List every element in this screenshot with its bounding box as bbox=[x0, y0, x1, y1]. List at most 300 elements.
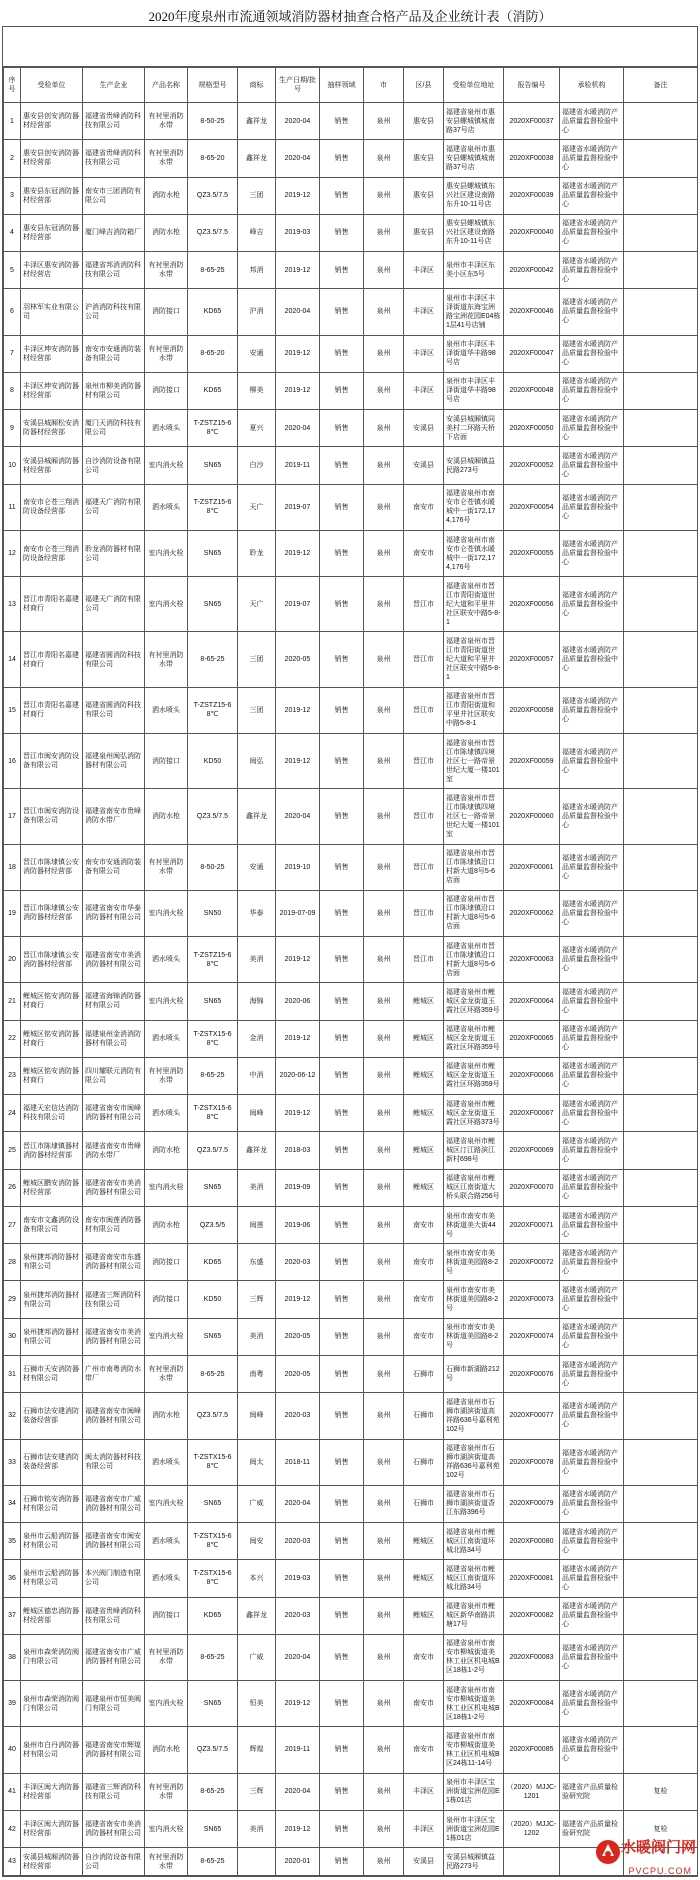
cell-remark bbox=[624, 844, 698, 890]
cell-date: 2019-11 bbox=[276, 1727, 320, 1773]
cell-inspected-unit: 晋江市陈埭镇器材消防器材经营部 bbox=[21, 1132, 83, 1169]
cell-city: 泉州 bbox=[364, 937, 404, 983]
cell-inspected-unit: 泉州捷邦消防器材有限公司 bbox=[21, 1318, 83, 1355]
cell-remark bbox=[624, 1560, 698, 1597]
cell-index: 36 bbox=[4, 1560, 21, 1597]
cell-remark bbox=[624, 530, 698, 576]
cell-product: 室内消火栓 bbox=[145, 983, 188, 1020]
cell-remark bbox=[624, 577, 698, 632]
cell-address: 福建省泉州市南安市柳城街道美林工业区机电城B区18栋1-2号 bbox=[444, 1634, 504, 1680]
cell-product: 有衬里消防水带 bbox=[145, 103, 188, 140]
cell-manufacturer: 福建省圆消防科技有限公司 bbox=[83, 632, 145, 687]
table-row bbox=[4, 890, 698, 936]
cell-agency: 福建省水暖消防产品质量监督检验中心 bbox=[560, 1485, 624, 1522]
cell-address: 福建省泉州市晋江市青阳街道和平里井社区联安中路5-8-1 bbox=[444, 687, 504, 733]
cell-index: 14 bbox=[4, 632, 21, 687]
cell-address: 福建省泉州市鲤城区金龙街道玉霞社区环路359号 bbox=[444, 983, 504, 1020]
cell-manufacturer: 福建省南安市广威消防器材有限公司 bbox=[83, 1634, 145, 1680]
cell-model: QZ3.5/5 bbox=[188, 1206, 238, 1243]
cell-index: 3 bbox=[4, 177, 21, 214]
logo-icon bbox=[594, 1838, 622, 1866]
cell-trademark: 闽峰 bbox=[238, 1095, 276, 1132]
cell-manufacturer: 广州市南粤消防水带厂 bbox=[83, 1355, 145, 1392]
cell-model: T-ZSTZ15-68℃ bbox=[188, 937, 238, 983]
cell-field: 销售 bbox=[320, 447, 364, 484]
cell-date: 2019-06 bbox=[276, 1206, 320, 1243]
cell-trademark: 闽峰 bbox=[238, 1393, 276, 1439]
cell-agency: 福建省水暖消防产品质量监督检验中心 bbox=[560, 335, 624, 372]
cell-remark bbox=[624, 1634, 698, 1680]
cell-index: 27 bbox=[4, 1206, 21, 1243]
cell-district: 晋江市 bbox=[404, 844, 444, 890]
cell-manufacturer: 福建省南安市闽安消防器材有限公司 bbox=[83, 1523, 145, 1560]
cell-city: 泉州 bbox=[364, 789, 404, 844]
cell-product: 有衬里消防水带 bbox=[145, 1355, 188, 1392]
cell-district: 惠安县 bbox=[404, 177, 444, 214]
cell-date: 2020-04 bbox=[276, 103, 320, 140]
cell-address: 泉州市丰泽区丰泽街道东海宝洲路宝洲花园E04栋1层41号店铺 bbox=[444, 289, 504, 335]
watermark bbox=[594, 1834, 696, 1878]
cell-remark bbox=[624, 890, 698, 936]
cell-date: 2019-12 bbox=[276, 733, 320, 788]
cell-index: 31 bbox=[4, 1355, 21, 1392]
cell-address: 福建省泉州市晋江市陈埭镇沿口村新大道8号5-6店面 bbox=[444, 937, 504, 983]
cell-district: 丰泽区 bbox=[404, 372, 444, 409]
cell-date: 2020-05 bbox=[276, 1318, 320, 1355]
cell-product: 消防接口 bbox=[145, 289, 188, 335]
cell-inspected-unit: 南安市仑苍三翔消防设备经营部 bbox=[21, 484, 83, 530]
cell-model: SN65 bbox=[188, 530, 238, 576]
cell-agency: 福建省水暖消防产品质量监督检验中心 bbox=[560, 484, 624, 530]
cell-report: 2020XF00040 bbox=[504, 214, 560, 251]
cell-index: 7 bbox=[4, 335, 21, 372]
cell-city: 泉州 bbox=[364, 1057, 404, 1094]
cell-index: 23 bbox=[4, 1057, 21, 1094]
cell-field: 销售 bbox=[320, 410, 364, 447]
cell-trademark: 柳美 bbox=[238, 372, 276, 409]
col-header-product: 产品名称 bbox=[145, 68, 188, 103]
cell-report: 2020XF00059 bbox=[504, 733, 560, 788]
cell-trademark: 美消 bbox=[238, 1169, 276, 1206]
table-row bbox=[4, 1727, 698, 1773]
cell-city: 泉州 bbox=[364, 1773, 404, 1810]
cell-index: 32 bbox=[4, 1393, 21, 1439]
cell-city: 泉州 bbox=[364, 1355, 404, 1392]
cell-manufacturer: 福建省三辉消防科技有限公司 bbox=[83, 1773, 145, 1810]
cell-field: 销售 bbox=[320, 1095, 364, 1132]
cell-model: KD65 bbox=[188, 1597, 238, 1634]
cell-field: 销售 bbox=[320, 1634, 364, 1680]
cell-city: 泉州 bbox=[364, 140, 404, 177]
cell-inspected-unit: 惠安县东冠消防器材经营部 bbox=[21, 177, 83, 214]
cell-district: 鲤城区 bbox=[404, 1597, 444, 1634]
col-header-agency: 承检机构 bbox=[560, 68, 624, 103]
cell-trademark: 中消 bbox=[238, 1057, 276, 1094]
cell-district: 晋江市 bbox=[404, 733, 444, 788]
cell-city: 泉州 bbox=[364, 1597, 404, 1634]
cell-inspected-unit: 安溪县城厢消防器材经营部 bbox=[21, 1848, 83, 1876]
cell-product: 消防水枪 bbox=[145, 177, 188, 214]
cell-date: 2020-04 bbox=[276, 289, 320, 335]
cell-agency: 福建省水暖消防产品质量监督检验中心 bbox=[560, 372, 624, 409]
cell-product: 有衬里消防水带 bbox=[145, 632, 188, 687]
cell-address: 福建省泉州市惠安县螺城镇城南路37号店 bbox=[444, 140, 504, 177]
cell-model: T-ZSTX15-68℃ bbox=[188, 1439, 238, 1485]
cell-address: 泉州市丰泽区丰泽街道华丰路98号店 bbox=[444, 335, 504, 372]
cell-city: 泉州 bbox=[364, 890, 404, 936]
cell-district: 晋江市 bbox=[404, 789, 444, 844]
cell-model: T-ZSTX15-68℃ bbox=[188, 1560, 238, 1597]
cell-index: 22 bbox=[4, 1020, 21, 1057]
cell-trademark: 闽莲 bbox=[238, 1206, 276, 1243]
cell-report: 2020XF00061 bbox=[504, 844, 560, 890]
cell-inspected-unit: 鲤城区铭安消防器材商行 bbox=[21, 983, 83, 1020]
cell-product: 消防接口 bbox=[145, 1281, 188, 1318]
table-row bbox=[4, 687, 698, 733]
cell-agency: 福建省水暖消防产品质量监督检验中心 bbox=[560, 789, 624, 844]
cell-index: 21 bbox=[4, 983, 21, 1020]
cell-model: KD50 bbox=[188, 1281, 238, 1318]
cell-inspected-unit: 羽林军实业有限公司 bbox=[21, 289, 83, 335]
cell-agency: 福建省水暖消防产品质量监督检验中心 bbox=[560, 103, 624, 140]
cell-city: 泉州 bbox=[364, 1244, 404, 1281]
cell-district: 晋江市 bbox=[404, 577, 444, 632]
cell-address: 福建省泉州市晋江市陈埭镇四境社区七一路帝景世纪大厦一楼101室 bbox=[444, 733, 504, 788]
cell-index: 9 bbox=[4, 410, 21, 447]
cell-remark bbox=[624, 1681, 698, 1727]
cell-address: 泉州市丰泽区宝洲街道宝洲花园E1栋01店 bbox=[444, 1810, 504, 1847]
cell-field: 销售 bbox=[320, 983, 364, 1020]
cell-inspected-unit: 泉州捷邦消防器材有限公司 bbox=[21, 1281, 83, 1318]
cell-district: 石狮市 bbox=[404, 1355, 444, 1392]
cell-manufacturer: 福建泉州市恒美阀门有限公司 bbox=[83, 1681, 145, 1727]
cell-remark bbox=[624, 214, 698, 251]
cell-product: 室内消火栓 bbox=[145, 577, 188, 632]
cell-city: 泉州 bbox=[364, 252, 404, 289]
table-row bbox=[4, 1057, 698, 1094]
cell-city: 泉州 bbox=[364, 577, 404, 632]
cell-index: 12 bbox=[4, 530, 21, 576]
cell-manufacturer: 福建省南安市广威消防器材有限公司 bbox=[83, 1485, 145, 1522]
cell-city: 泉州 bbox=[364, 1560, 404, 1597]
cell-trademark: 沪消 bbox=[238, 289, 276, 335]
cell-field: 销售 bbox=[320, 1244, 364, 1281]
table-row bbox=[4, 335, 698, 372]
table-row bbox=[4, 1393, 698, 1439]
cell-manufacturer: 本兴阀门制造有限公司 bbox=[83, 1560, 145, 1597]
cell-report: 2020XF00055 bbox=[504, 530, 560, 576]
cell-field: 销售 bbox=[320, 632, 364, 687]
cell-district: 南安市 bbox=[404, 530, 444, 576]
table-row bbox=[4, 1485, 698, 1522]
cell-field: 销售 bbox=[320, 1169, 364, 1206]
cell-field: 销售 bbox=[320, 577, 364, 632]
cell-inspected-unit: 晋江市青阳名嘉建材商行 bbox=[21, 687, 83, 733]
cell-remark bbox=[624, 1727, 698, 1773]
col-header-trademark: 商标 bbox=[238, 68, 276, 103]
cell-manufacturer: 沪消消防科技有限公司 bbox=[83, 289, 145, 335]
cell-manufacturer: 南安市安通消防装备有限公司 bbox=[83, 844, 145, 890]
cell-manufacturer: 自沙消防设备有限公司 bbox=[83, 447, 145, 484]
cell-report: 2020XF00085 bbox=[504, 1727, 560, 1773]
cell-district: 晋江市 bbox=[404, 890, 444, 936]
cell-agency: 福建省水暖消防产品质量监督检验中心 bbox=[560, 447, 624, 484]
cell-date: 2020-03 bbox=[276, 1523, 320, 1560]
cell-district: 丰泽区 bbox=[404, 252, 444, 289]
cell-trademark: 美消 bbox=[238, 1810, 276, 1847]
cell-remark bbox=[624, 1020, 698, 1057]
cell-address: 福建省泉州市晋江市陈埭镇四境社区七一路帝景世纪大厦一楼101室 bbox=[444, 789, 504, 844]
cell-city: 泉州 bbox=[364, 844, 404, 890]
cell-city: 泉州 bbox=[364, 289, 404, 335]
cell-manufacturer: 四川耀联元消防有限公司 bbox=[83, 1057, 145, 1094]
cell-agency: 福建省水暖消防产品质量监督检验中心 bbox=[560, 1681, 624, 1727]
cell-city: 泉州 bbox=[364, 1848, 404, 1876]
cell-index: 39 bbox=[4, 1681, 21, 1727]
cell-field: 销售 bbox=[320, 937, 364, 983]
cell-model: T-ZSTX15-68℃ bbox=[188, 1095, 238, 1132]
cell-manufacturer: 福建省邦消消防科技有限公司 bbox=[83, 252, 145, 289]
cell-agency: 福建省水暖消防产品质量监督检验中心 bbox=[560, 177, 624, 214]
cell-index: 16 bbox=[4, 733, 21, 788]
cell-agency: 福建省水暖消防产品质量监督检验中心 bbox=[560, 1560, 624, 1597]
cell-date: 2020-04 bbox=[276, 1634, 320, 1680]
cell-trademark: 三团 bbox=[238, 177, 276, 214]
cell-address: 泉州市丰泽区丰泽街道华丰路98号店 bbox=[444, 372, 504, 409]
cell-city: 泉州 bbox=[364, 687, 404, 733]
cell-model: T-ZSTZ15-68℃ bbox=[188, 410, 238, 447]
cell-model: KD65 bbox=[188, 289, 238, 335]
cell-product: 洒水喷头 bbox=[145, 1020, 188, 1057]
cell-trademark: 恒美 bbox=[238, 1681, 276, 1727]
cell-inspected-unit: 惠安县创安消防器材经营部 bbox=[21, 140, 83, 177]
cell-manufacturer: 福建省南安市美消消防器材有限公司 bbox=[83, 1318, 145, 1355]
cell-district: 鲤城区 bbox=[404, 1169, 444, 1206]
cell-trademark: 鑫祥龙 bbox=[238, 140, 276, 177]
cell-trademark: 鑫祥龙 bbox=[238, 103, 276, 140]
cell-trademark: 闽弘 bbox=[238, 733, 276, 788]
cell-trademark: 海锦 bbox=[238, 983, 276, 1020]
cell-inspected-unit: 泉州市白丹消防器材有限公司 bbox=[21, 1727, 83, 1773]
cell-agency: 福建省水暖消防产品质量监督检验中心 bbox=[560, 1095, 624, 1132]
cell-model: 8-65-25 bbox=[188, 1848, 238, 1876]
cell-index: 2 bbox=[4, 140, 21, 177]
cell-report: 2020XF00081 bbox=[504, 1560, 560, 1597]
table-row bbox=[4, 1439, 698, 1485]
cell-district: 晋江市 bbox=[404, 687, 444, 733]
cell-city: 泉州 bbox=[364, 335, 404, 372]
cell-district: 鲤城区 bbox=[404, 1523, 444, 1560]
cell-index: 18 bbox=[4, 844, 21, 890]
cell-field: 销售 bbox=[320, 1485, 364, 1522]
cell-date: 2019-12 bbox=[276, 372, 320, 409]
cell-agency: 福建省水暖消防产品质量监督检验中心 bbox=[560, 289, 624, 335]
col-header-date: 生产日期/批号 bbox=[276, 68, 320, 103]
cell-product: 有衬里消防水带 bbox=[145, 335, 188, 372]
cell-date: 2020-03 bbox=[276, 1393, 320, 1439]
cell-trademark: 三团 bbox=[238, 632, 276, 687]
cell-field: 销售 bbox=[320, 733, 364, 788]
cell-trademark: 闽安 bbox=[238, 1523, 276, 1560]
cell-model: 8-65-20 bbox=[188, 140, 238, 177]
cell-manufacturer: 福建省贵峰消防科技有限公司 bbox=[83, 103, 145, 140]
cell-date: 2019-09 bbox=[276, 1169, 320, 1206]
cell-report: 2020XF00063 bbox=[504, 937, 560, 983]
cell-city: 泉州 bbox=[364, 1020, 404, 1057]
table-row bbox=[4, 789, 698, 844]
table-row bbox=[4, 140, 698, 177]
cell-remark bbox=[624, 1597, 698, 1634]
cell-index: 24 bbox=[4, 1095, 21, 1132]
cell-district: 南安市 bbox=[404, 1681, 444, 1727]
cell-field: 销售 bbox=[320, 1393, 364, 1439]
cell-remark bbox=[624, 1439, 698, 1485]
cell-inspected-unit: 泉州市森荣消防阀门有限公司 bbox=[21, 1634, 83, 1680]
cell-product: 洒水喷头 bbox=[145, 410, 188, 447]
cell-model: QZ3.5/7.5 bbox=[188, 1393, 238, 1439]
cell-remark bbox=[624, 1132, 698, 1169]
cell-inspected-unit: 石狮市铭安消防器材有限公司 bbox=[21, 1485, 83, 1522]
cell-report: 2020XF00082 bbox=[504, 1597, 560, 1634]
table-row bbox=[4, 1318, 698, 1355]
cell-product: 洒水喷头 bbox=[145, 1439, 188, 1485]
cell-address: 福建省泉州市南安市仑苍镇水暖城中一街172,174,176号 bbox=[444, 530, 504, 576]
cell-index: 37 bbox=[4, 1597, 21, 1634]
cell-model: 8-65-20 bbox=[188, 335, 238, 372]
col-header-report: 报告编号 bbox=[504, 68, 560, 103]
cell-inspected-unit: 丰泽区坤安消防器材经营部 bbox=[21, 335, 83, 372]
cell-manufacturer: 福建泉州闽弘消防器材有限公司 bbox=[83, 733, 145, 788]
cell-remark bbox=[624, 1393, 698, 1439]
cell-agency: 福建省水暖消防产品质量监督检验中心 bbox=[560, 983, 624, 1020]
table-row bbox=[4, 937, 698, 983]
cell-model: 8-50-25 bbox=[188, 844, 238, 890]
cell-inspected-unit: 石狮市法安建消防装备经营部 bbox=[21, 1439, 83, 1485]
cell-date: 2019-12 bbox=[276, 530, 320, 576]
cell-report: 2020XF00047 bbox=[504, 335, 560, 372]
cell-product: 洒水喷头 bbox=[145, 1523, 188, 1560]
cell-inspected-unit: 晋江市陈埭镇公安消防器材经营部 bbox=[21, 844, 83, 890]
cell-index: 5 bbox=[4, 252, 21, 289]
cell-model: KD65 bbox=[188, 1244, 238, 1281]
cell-report: （2020）MJJC-1202 bbox=[504, 1810, 560, 1847]
cell-model: QZ3.5/7.5 bbox=[188, 1132, 238, 1169]
cell-agency: 福建省水暖消防产品质量监督检验中心 bbox=[560, 140, 624, 177]
cell-inspected-unit: 南安市仑苍三翔消防设备经营部 bbox=[21, 530, 83, 576]
cell-district: 南安市 bbox=[404, 1318, 444, 1355]
cell-product: 消防接口 bbox=[145, 1244, 188, 1281]
statistics-table bbox=[3, 67, 698, 1876]
cell-address: 福建省泉州市晋江市青阳街道世纪大道和平里井社区联安中路5-8-1 bbox=[444, 577, 504, 632]
cell-date: 2019-12 bbox=[276, 177, 320, 214]
cell-trademark: 美消 bbox=[238, 937, 276, 983]
cell-inspected-unit: 丰泽区惠安消防器材经营店 bbox=[21, 252, 83, 289]
cell-district: 惠安县 bbox=[404, 140, 444, 177]
cell-district: 石狮市 bbox=[404, 1393, 444, 1439]
cell-district: 南安市 bbox=[404, 1244, 444, 1281]
watermark-url: PVCPU.COM bbox=[628, 1866, 692, 1876]
cell-district: 安溪县 bbox=[404, 410, 444, 447]
cell-agency: 福建省水暖消防产品质量监督检验中心 bbox=[560, 530, 624, 576]
table-row bbox=[4, 1020, 698, 1057]
cell-date: 2019-10 bbox=[276, 844, 320, 890]
cell-trademark: 金消 bbox=[238, 1020, 276, 1057]
cell-agency: 福建省水暖消防产品质量监督检验中心 bbox=[560, 577, 624, 632]
cell-district: 丰泽区 bbox=[404, 289, 444, 335]
cell-district: 丰泽区 bbox=[404, 1810, 444, 1847]
cell-product: 室内消火栓 bbox=[145, 1810, 188, 1847]
table-row bbox=[4, 1244, 698, 1281]
cell-inspected-unit: 晋江市陈埭镇公安消防器材经营部 bbox=[21, 890, 83, 936]
cell-agency: 福建省水暖消防产品质量监督检验中心 bbox=[560, 733, 624, 788]
cell-date: 2020-05 bbox=[276, 632, 320, 687]
cell-date: 2020-06 bbox=[276, 983, 320, 1020]
cell-date: 2019-07-09 bbox=[276, 890, 320, 936]
cell-report: 2020XF00042 bbox=[504, 252, 560, 289]
cell-index: 30 bbox=[4, 1318, 21, 1355]
cell-trademark bbox=[238, 1848, 276, 1876]
cell-product: 室内消火栓 bbox=[145, 1318, 188, 1355]
cell-date: 2019-12 bbox=[276, 252, 320, 289]
cell-address: 福建省泉州市惠安县螺城镇城南路37号店 bbox=[444, 103, 504, 140]
cell-remark bbox=[624, 103, 698, 140]
cell-report: 2020XF00071 bbox=[504, 1206, 560, 1243]
cell-city: 泉州 bbox=[364, 1681, 404, 1727]
cell-address: 福建省泉州市南安市柳城街道美林工业区机电城B区24栋11-14号 bbox=[444, 1727, 504, 1773]
cell-report: 2020XF00078 bbox=[504, 1439, 560, 1485]
cell-address: 福建省泉州市南安市仑苍镇水暖城中一街172,174,176号 bbox=[444, 484, 504, 530]
cell-report: （2020）MJJC-1201 bbox=[504, 1773, 560, 1810]
cell-manufacturer: 厦门峰吉消防箱厂 bbox=[83, 214, 145, 251]
cell-remark bbox=[624, 1281, 698, 1318]
cell-inspected-unit: 泉州市森荣消防阀门有限公司 bbox=[21, 1681, 83, 1727]
cell-agency: 福建省水暖消防产品质量监督检验中心 bbox=[560, 1206, 624, 1243]
cell-address: 泉州市南安市美林街道美园路8-2号 bbox=[444, 1318, 504, 1355]
cell-address: 福建省泉州市鲤城区江南街道环城北路34号 bbox=[444, 1560, 504, 1597]
cell-remark bbox=[624, 484, 698, 530]
cell-city: 泉州 bbox=[364, 1281, 404, 1318]
cell-manufacturer: 聆龙消防器材有限公司 bbox=[83, 530, 145, 576]
cell-date: 2019-12 bbox=[276, 1020, 320, 1057]
cell-field: 销售 bbox=[320, 289, 364, 335]
cell-date: 2020-05 bbox=[276, 1355, 320, 1392]
cell-field: 销售 bbox=[320, 1132, 364, 1169]
cell-trademark: 广威 bbox=[238, 1485, 276, 1522]
cell-inspected-unit: 晋江市陈埭镇公安消防器材经营部 bbox=[21, 937, 83, 983]
cell-index: 33 bbox=[4, 1439, 21, 1485]
cell-field: 销售 bbox=[320, 1681, 364, 1727]
cell-product: 有衬里消防水带 bbox=[145, 1773, 188, 1810]
cell-date: 2019-11 bbox=[276, 447, 320, 484]
cell-field: 销售 bbox=[320, 1848, 364, 1876]
cell-product: 洒水喷头 bbox=[145, 484, 188, 530]
cell-product: 消防水枪 bbox=[145, 1206, 188, 1243]
cell-inspected-unit: 安溪县城厢消防器材经营部 bbox=[21, 447, 83, 484]
cell-trademark: 辉煌 bbox=[238, 1727, 276, 1773]
cell-index: 11 bbox=[4, 484, 21, 530]
cell-product: 室内消火栓 bbox=[145, 1681, 188, 1727]
cell-remark bbox=[624, 1355, 698, 1392]
cell-date: 2020-04 bbox=[276, 140, 320, 177]
cell-trademark: 鑫祥龙 bbox=[238, 789, 276, 844]
cell-address: 福建省泉州市石狮市湖滨街道高祥路636号嘉利苑102号 bbox=[444, 1393, 504, 1439]
cell-manufacturer: 南安市三团消防有限公司 bbox=[83, 177, 145, 214]
cell-date: 2020-06-12 bbox=[276, 1057, 320, 1094]
cell-manufacturer: 福建省南安市闽峰消防器材有限公司 bbox=[83, 1095, 145, 1132]
cell-district: 惠安县 bbox=[404, 103, 444, 140]
cell-product: 消防水枪 bbox=[145, 1393, 188, 1439]
table-header-row bbox=[4, 68, 698, 103]
